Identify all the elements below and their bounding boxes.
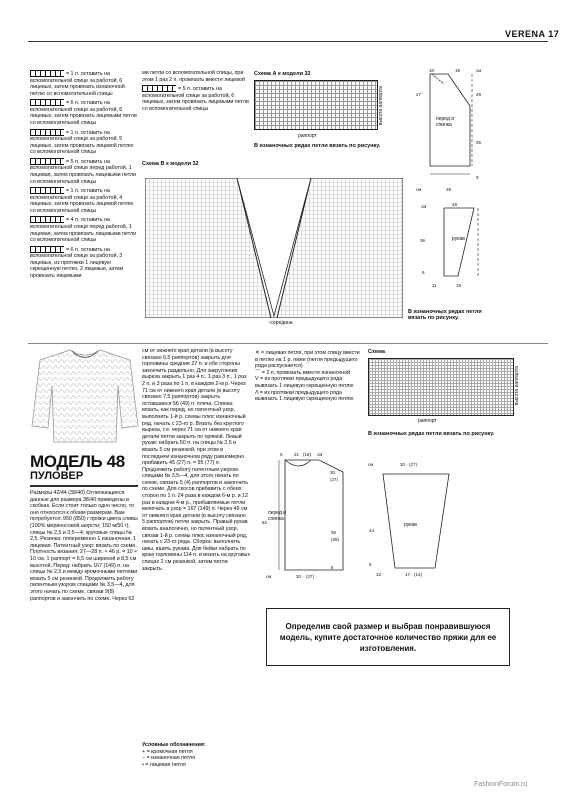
legend-item: ✕ = лицевая петля, при этом спицу ввести в петлю на 1 р. ниже (петля предыдущего ряда распускается) xyxy=(255,350,360,370)
scheme-c-rapport: раппорт xyxy=(418,418,437,424)
pattern-sleeve-label: рукав xyxy=(452,236,465,242)
right-legend xyxy=(255,350,363,403)
cable-symbol-icon xyxy=(30,246,64,253)
dim: 9 xyxy=(476,175,479,180)
mid-text: ми петли со вспомогательной спицы, при этом 1 раз 2 п. провязать вместе лицевой xyxy=(142,70,245,83)
left-instructions xyxy=(30,70,138,280)
dim: 36 xyxy=(420,238,426,243)
cable-symbol-icon xyxy=(30,216,64,223)
dim: 27 xyxy=(416,92,422,97)
instruction-item: = 1 п. оставить на вспомогательной спице за работой, 6 лицевых, затем провязать изнаночной петлю со вспомогательной спицы xyxy=(30,70,125,97)
dim: 18 xyxy=(456,283,462,288)
dim: 30 xyxy=(330,470,336,475)
scheme-c-note: В изнаночных рядах петли вязать по рисунку. xyxy=(368,431,495,437)
dim: 30 xyxy=(400,462,406,467)
plus-icon: + xyxy=(142,748,146,755)
model-description-cont: см от нижнего края детали (в высоту связано 6,5 раппортов) закрыть для горловины средние 27 п. и обе стороны закончить раздельно. Для закругления выреза закрыть 1 раз 4 п., 1 раз 3 п., 1 раз 2 п. и 3 раза по 1 п. в каждом 2-м р. Через 71 см от нижнего края детали (в высоту связано 7,5 раппортов) закрыть оставшиеся 56 (49) п. плеча. Спинка: вязать, как перед, но патентный узор, выполнить 1-й р. схемы плюс изнаночный ряд, начать с 23-го р. Вязать без круглого выреза, т.е. через 71 см от нижнего края детали петли закрыть по прямой. Левый рукав: набрать 50 п. на спицы № 2,5 и вязать 5 см резинкой, при этом в последнем изнаночном ряду равномерно прибавить 45 (27) п. = 95 (77) п. Продолжить работу патентным узором спицами № 3,5—4, для этого начать по схеме, связать 5 (4) раппортов и закончить по схеме. Для скосов прибавить с обеих сторон по 1 п. 24 раза в каждом 6-м р. и 12 раз в каждом 4-м р., прибавляемые петли включать в узор = 167 (149) п. Через 49 см от нижнего края детали (в высоту связано 5 раппортов) петли закрыть. Правый рукав вязать аналогично, но патентный узор, связав 1-й р. схемы плюс изнаночный ряд, начать с 23-го ряда. Сборка: выполнить швы, вшить рукава. Для бейки набрать по краю горловины 114 п. и вязать на круговых спицах 2 см резинкой, затем петли закрыть. xyxy=(142,348,250,572)
dim: см xyxy=(368,462,374,467)
dim: см xyxy=(317,452,323,457)
watermark: FashionForum.ru xyxy=(474,781,528,788)
dim: (27) xyxy=(409,462,418,467)
title-rule xyxy=(30,485,138,487)
cable-symbol-icon xyxy=(30,99,64,106)
dim: 36 xyxy=(331,530,337,535)
scheme-c-title: Схема xyxy=(368,349,385,355)
instruction-item: = 6 п. оставить на вспомогательной спице за работой, 6 лицевых, затем провязать лицевыми петли со вспомогательной спицы xyxy=(30,100,137,126)
scheme-a-rapport: раппорт xyxy=(298,133,317,139)
dim: 35 xyxy=(476,140,482,145)
mid-instructions xyxy=(142,70,250,112)
dim: см xyxy=(421,204,427,209)
size-callout-box xyxy=(266,608,510,666)
dim: 10 xyxy=(429,68,435,73)
instruction-item: = 4 п. оставить на вспомогательной спице перед работой, 1 лицевая, затем провязать лицевыми петли со вспомогательной спицы xyxy=(30,217,137,244)
dim: 19 xyxy=(455,68,461,73)
dot-icon: • xyxy=(142,761,144,768)
dim: см xyxy=(476,68,482,73)
cross-icon: ✕ xyxy=(255,350,260,356)
dim: 21 xyxy=(294,452,300,457)
dim: 29 xyxy=(446,187,452,192)
cable-symbol-icon xyxy=(30,129,64,136)
section-divider xyxy=(28,343,548,344)
dim: 12 xyxy=(376,572,382,577)
dash-icon: − xyxy=(142,755,146,762)
dim: 30 xyxy=(296,574,302,579)
dim: (39) xyxy=(331,537,340,542)
dim: (14) xyxy=(414,572,423,577)
instruction-item: = 1 п. оставить на вспомогательной спице за работой, 5 лицевых, затем провязать лицевой петлю со вспомогательной спицы xyxy=(30,129,134,156)
mid-text-2: = 5 п. оставить на вспомогательной спице за работой, 6 лицевых, затем провязать лицевыми петли со вспомогательной спицы xyxy=(142,86,249,112)
model-title: МОДЕЛЬ 48 xyxy=(30,452,125,471)
scheme-b-note: В изнаночных рядах петли вязать по рисунку. xyxy=(408,309,482,321)
scheme-b-chart xyxy=(145,178,403,318)
dim: 18 xyxy=(452,202,458,207)
scheme-a-chart xyxy=(254,80,378,130)
dim: 11 xyxy=(432,283,437,288)
model-description: Размеры 42/44 (38/40) Отличающиеся данные для размера 38/40 приведены в скобках. Если стоит только одно число, то оно относится к обоим размерам. Вам потребуется: 950 (850) г пряжи цвета сливы (100% мериносовой шерсти; 150 м/50 г); спицы № 2,5 и 3,5—4; круговые спицы № 2,5. Резинка: попеременно 1 изнаночная, 1 лицевая. Патентный узор: вязать по схеме. Плотность вязания: 27—28 п. × 46 р. = 10 × 10 см. 1 раппорт = 6,5 см шириной и 8,5 см высотой. Перед: набрать 167 (149) п. на спицы № 2,5 и между кромочными петлями вязать 5 см резинкой. Продолжить работу патентным узором спицами № 3,5—4, для этого начать по схеме, связав 9(8) раппортов и закончить по схеме. Через 62 xyxy=(30,490,138,602)
dim: 17 xyxy=(405,572,411,577)
scheme-a-side-label: высота раппорта xyxy=(378,86,384,126)
dim: см xyxy=(416,187,422,192)
lambda-icon: Λ xyxy=(255,389,259,396)
instruction-item: = 1 п. оставить на вспомогательной спице за работой, 4 лицевых, затем провязать лицевой петлю со вспомогательной спицы xyxy=(30,188,134,214)
cable-symbol-icon xyxy=(142,85,176,92)
dim: 5 xyxy=(331,565,334,570)
pattern48-sleeve-label: рукав xyxy=(404,522,417,528)
page-header xyxy=(505,29,559,39)
dim: 5 xyxy=(369,562,372,567)
dim: 29 xyxy=(476,92,482,97)
pattern-sleeve-48 xyxy=(365,460,475,585)
cable-symbol-icon xyxy=(30,70,64,77)
callout-text: Определив свой размер и выбрав понравившуюся модель, купите достаточное количество пряжи для ее изготовления. xyxy=(279,621,497,653)
scheme-a-note: В изнаночных рядах петли вязать по рисунку. xyxy=(254,143,381,149)
check-icon: ⌒ xyxy=(255,369,261,376)
dim: (27) xyxy=(330,477,339,482)
scheme-a-title: Схема А к модели 32 xyxy=(254,71,311,77)
instruction-item: = 5 п. оставить на вспомогательной спице перед работой, 1 лицевая, затем провязать лицевыми петли со вспомогательной спицы xyxy=(30,158,137,185)
dim: см xyxy=(266,574,272,579)
dim: 9 xyxy=(280,452,283,457)
legend-item: − = изнаночная петля xyxy=(142,755,195,762)
pattern-sleeve-32 xyxy=(410,196,520,296)
dim: (27) xyxy=(306,574,315,579)
cable-symbol-icon xyxy=(30,187,64,194)
instruction-item: = 6 п. оставить на вспомогательной спице за работой, 3 лицевых, из протяжки 1 лицевую скрещенную петлю, 2 лицевые, затем провязать лицевыми xyxy=(30,246,124,280)
sweater-illustration xyxy=(30,346,140,446)
legend-item: + = кромочная петля xyxy=(142,748,193,755)
v-icon: V xyxy=(255,376,259,383)
dim: 44 xyxy=(369,528,375,533)
legend xyxy=(142,742,250,768)
dim: 6 xyxy=(422,270,425,275)
legend-item: Λ = из протяжки предыдущего ряда вывязать 1 лицевую скрещенную петлю xyxy=(255,389,354,403)
pattern-front-label: перед и спинка xyxy=(436,116,455,128)
scheme-b-title: Схема В к модели 32 xyxy=(142,161,199,167)
dim: (18) xyxy=(303,452,312,457)
legend-title: Условные обозначения: xyxy=(142,742,206,748)
pattern48-front-label: перед и спинка xyxy=(268,510,287,522)
scheme-c-side: высота раппорта xyxy=(514,366,520,406)
legend-item: • = лицевая петля xyxy=(142,761,186,768)
brand-name: VERENA xyxy=(505,29,546,39)
arrow-up-icon: ↑ xyxy=(268,320,271,326)
legend-item: ⌒ = 2 п. провязать вместе изнаночной xyxy=(255,369,351,376)
cable-symbol-icon xyxy=(30,158,64,165)
model-subtitle: ПУЛОВЕР xyxy=(30,470,84,482)
dim: 62 xyxy=(262,520,268,525)
page-number: 17 xyxy=(548,29,560,39)
header-rule xyxy=(28,41,548,42)
scheme-b-center: ↑середина xyxy=(268,320,293,326)
legend-item: V = из протяжки предыдущего ряда вывязать 1 лицевую скрещенную петлю xyxy=(255,376,354,389)
scheme-c-chart xyxy=(368,358,514,416)
